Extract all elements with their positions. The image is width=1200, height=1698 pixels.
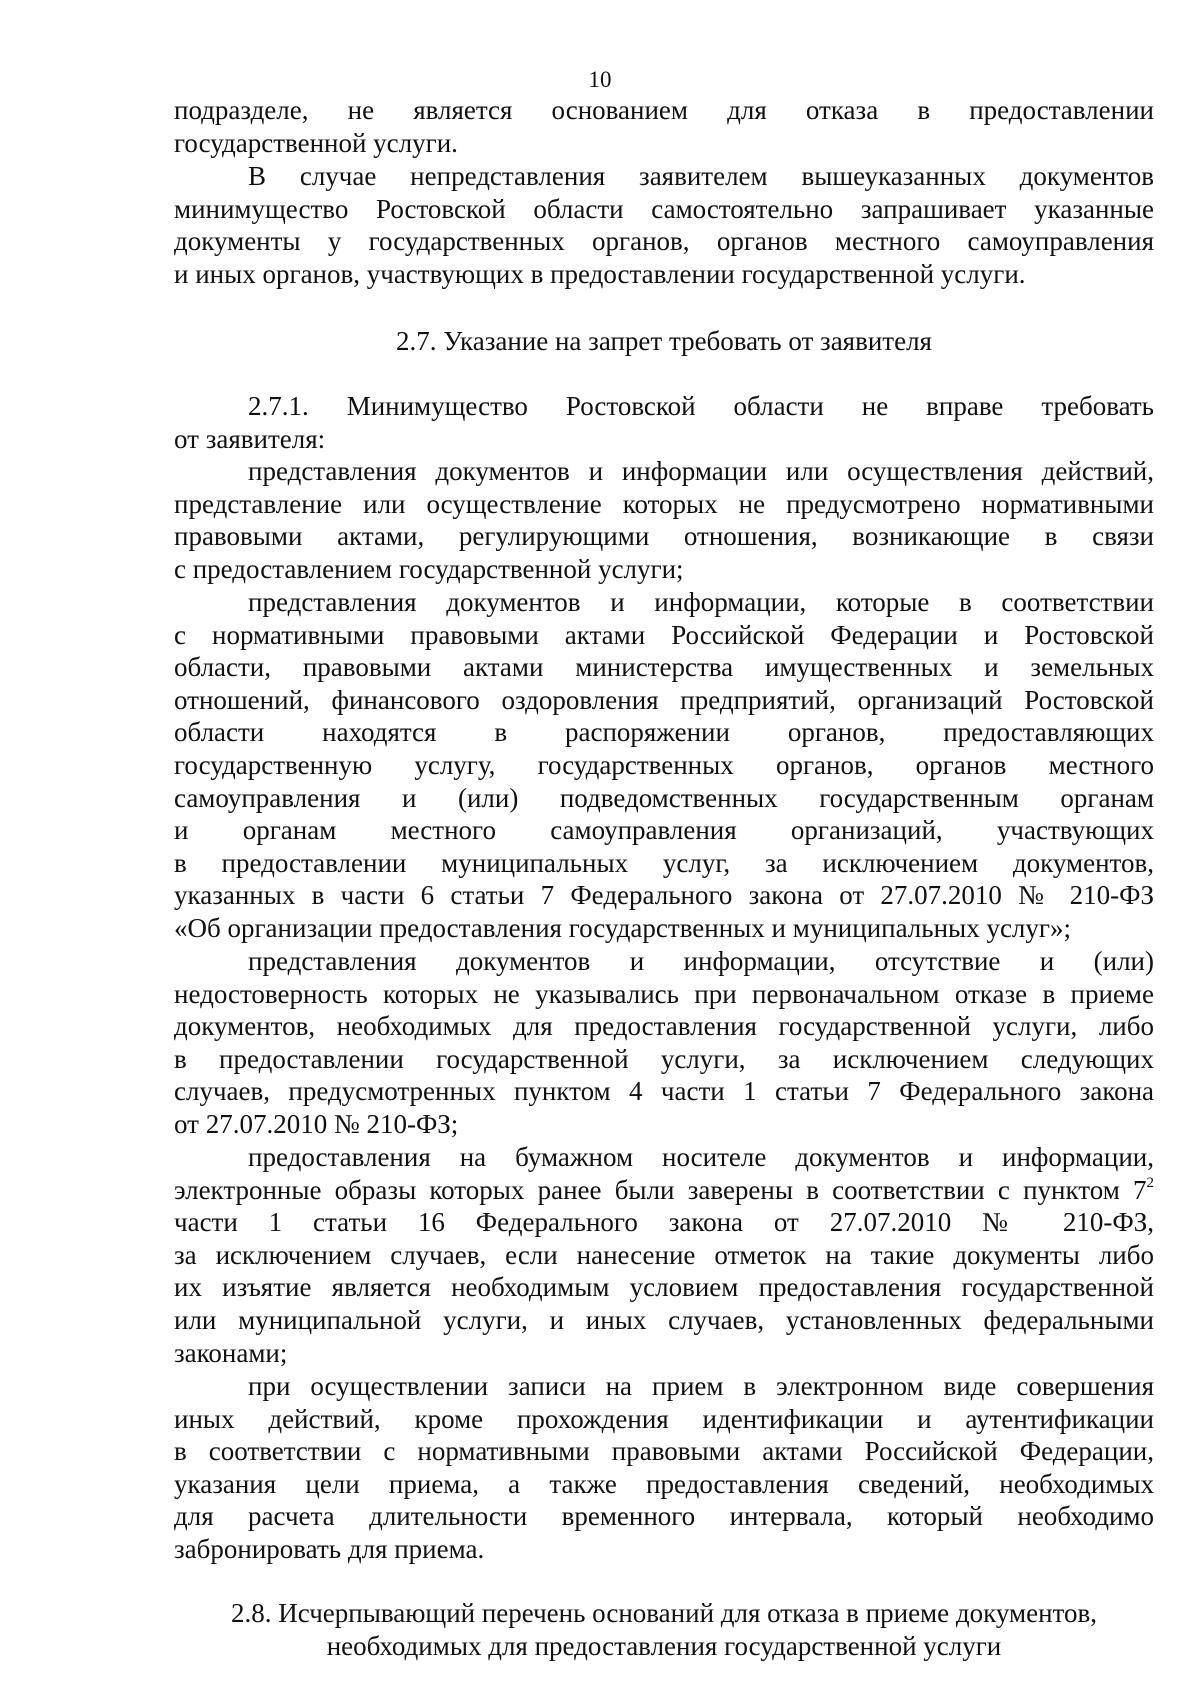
- text-line: и иных органов, участвующих в предоставлении государственной услуги.: [174, 258, 1026, 289]
- text-line: правовыми актами, регулирующими отношения, возникающие в связи: [174, 521, 1154, 552]
- text-line: представления документов и информации или осуществления действий,: [248, 456, 1154, 486]
- text-line: от заявителя:: [174, 423, 326, 454]
- text-line: области, правовыми актами министерства имущественных и земельных: [174, 652, 1154, 683]
- text-line: документов, необходимых для предоставления государственной услуги, либо: [174, 1011, 1154, 1042]
- text-line: в предоставлении муниципальных услуг, за исключением документов,: [174, 847, 1154, 878]
- text-line: минимущество Ростовской области самостоятельно запрашивает указанные: [174, 193, 1154, 224]
- text-line: иных действий, кроме прохождения идентификации и аутентификации: [174, 1403, 1154, 1434]
- text-line: в соответствии с нормативными правовыми актами Российской Федерации,: [174, 1436, 1154, 1467]
- text-line: при осуществлении записи на прием в электронном виде совершения: [248, 1371, 1154, 1401]
- text-line: с предоставлением государственной услуги;: [174, 553, 684, 584]
- heading-line: необходимых для предоставления государственной услуги: [326, 1630, 1002, 1661]
- text-line: в предоставлении государственной услуги, за исключением следующих: [174, 1043, 1154, 1074]
- text-line: для расчета длительности временного интервала, который необходимо: [174, 1501, 1154, 1532]
- text-line: «Об организации предоставления государственных и муниципальных услуг»;: [174, 912, 1071, 943]
- text-line: В случае непредставления заявителем вышеуказанных документов: [248, 161, 1154, 191]
- text-line: государственную услугу, государственных органов, органов местного: [174, 749, 1154, 780]
- text-line: подразделе, не является основанием для отказа в предоставлении: [174, 95, 1154, 125]
- text-line: отношений, финансового оздоровления предприятий, организаций Ростовской: [174, 684, 1154, 715]
- text-line: 2.7.1. Минимущество Ростовской области не вправе требовать: [248, 391, 1154, 421]
- text-line: государственной услуги.: [174, 127, 458, 158]
- heading-line: 2.8. Исчерпывающий перечень оснований для отказа в приеме документов,: [231, 1598, 1097, 1628]
- text-line: и органам местного самоуправления организаций, участвующих: [174, 815, 1154, 846]
- paragraph-paper: [174, 1141, 1154, 1369]
- text-line: электронные образы которых ранее были заверены в соответствии с пунктом 7: [174, 1174, 1147, 1205]
- text-line: самоуправления и (или) подведомственных государственным органам: [174, 782, 1154, 813]
- paragraph-absent: [174, 945, 1154, 1141]
- text-line-with-superscript: [174, 1174, 1154, 1207]
- text-line: части 1 статьи 16 Федерального закона от 27.07.2010 № 210-ФЗ,: [174, 1207, 1154, 1238]
- text-line: случаев, предусмотренных пунктом 4 части 1 статьи 7 Федерального закона: [174, 1076, 1154, 1107]
- text-line: за исключением случаев, если нанесение отметок на такие документы либо: [174, 1239, 1154, 1270]
- text-line: их изъятие является необходимым условием предоставления государственной: [174, 1272, 1154, 1303]
- section-heading-2-7: [174, 325, 1154, 358]
- text-line: от 27.07.2010 № 210-ФЗ;: [174, 1108, 459, 1139]
- text-line: законами;: [174, 1337, 288, 1368]
- text-line: указания цели приема, а также предоставления сведений, необходимых: [174, 1468, 1154, 1499]
- text-line: забронировать для приема.: [174, 1533, 485, 1564]
- section-heading-2-8: [174, 1597, 1154, 1662]
- text-line: с нормативными правовыми актами Российской Федерации и Ростовской: [174, 619, 1154, 650]
- paragraph-case: [174, 160, 1154, 290]
- page-number: 10: [588, 67, 612, 92]
- text-line: представления документов и информации, которые в соответствии: [248, 587, 1154, 617]
- text-line: предоставления на бумажном носителе документов и информации,: [248, 1142, 1154, 1172]
- text-line: документы у государственных органов, органов местного самоуправления: [174, 226, 1154, 257]
- text-line: указанных в части 6 статьи 7 Федерального закона от 27.07.2010 № 210-ФЗ: [174, 880, 1154, 911]
- paragraph-info: [174, 586, 1154, 945]
- text-line: или муниципальной услуги, и иных случаев, установленных федеральными: [174, 1304, 1154, 1335]
- superscript: 2: [1146, 1174, 1154, 1191]
- paragraph-2-7-1: [174, 390, 1154, 455]
- text-line: представления документов и информации, отсутствие и (или): [248, 946, 1154, 976]
- heading-line: 2.7. Указание на запрет требовать от заявителя: [396, 326, 932, 356]
- paragraph-record: [174, 1370, 1154, 1566]
- text-line: представление или осуществление которых не предусмотрено нормативными: [174, 488, 1154, 519]
- paragraph-docs: [174, 455, 1154, 585]
- text-line: недостоверность которых не указывались при первоначальном отказе в приеме: [174, 978, 1154, 1009]
- text-line: области находятся в распоряжении органов, предоставляющих: [174, 717, 1154, 748]
- paragraph-intro: [174, 94, 1154, 159]
